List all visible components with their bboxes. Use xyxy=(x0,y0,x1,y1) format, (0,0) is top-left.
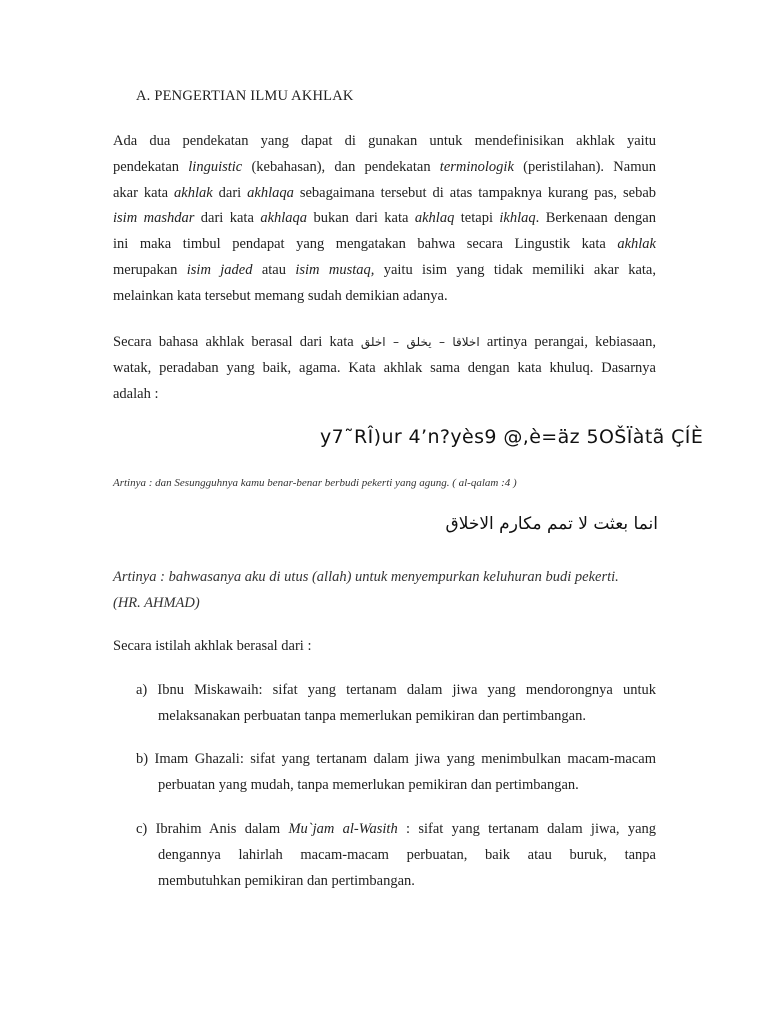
section-heading: A. PENGERTIAN ILMU AKHLAK xyxy=(136,88,354,104)
arabic-inline-word: اخلاقا – يخلق – اخلق xyxy=(360,335,480,349)
text-line: watak, peradaban yang baik, agama. Kata akhlak sama dengan kata khuluq. Dasarnya xyxy=(113,359,656,376)
text-line: melaksanakan perbuatan tanpa memerlukan pemikiran dan pertimbangan. xyxy=(158,707,586,724)
text-line: Secara bahasa akhlak berasal dari kata اخلاقا – يخلق – اخلق artinya perangai, kebiasaan, xyxy=(113,334,656,350)
text-line: melainkan kata tersebut memang sudah demikian adanya. xyxy=(113,287,448,304)
text-line: Artinya : bahwasanya aku di utus (allah) untuk menyempurkan keluhuran budi pekerti. xyxy=(113,569,619,585)
text-line: dengannya lahirlah macam-macam perbuatan, baik atau buruk, tanpa xyxy=(158,846,656,863)
text-line: akar kata akhlak dari akhlaqa sebagaimana tersebut di atas tampaknya kurang pas, sebab xyxy=(113,184,656,201)
hadith-arabic: انما بعثت لا تمم مكارم الاخلاق xyxy=(445,514,658,534)
text-line: a) Ibnu Miskawaih: sifat yang tertanam dalam jiwa yang mendorongnya untuk xyxy=(136,682,656,698)
text-line: b) Imam Ghazali: sifat yang tertanam dalam jiwa yang menimbulkan macam-macam xyxy=(136,751,656,767)
text-line: ini maka timbul pendapat yang mengatakan bahwa secara Lingustik kata akhlak xyxy=(113,236,656,253)
istilah-intro xyxy=(113,634,656,660)
text-line: pendekatan linguistic (kebahasan), dan pendekatan terminologik (peristilahan). Namun xyxy=(113,158,656,175)
text-line: Ada dua pendekatan yang dapat di gunakan untuk mendefinisikan akhlak yaitu xyxy=(113,133,656,149)
text-line: Secara istilah akhlak berasal dari : xyxy=(113,638,312,654)
text-line: membutuhkan pemikiran dan pertimbangan. xyxy=(158,872,415,889)
text-line: adalah : xyxy=(113,385,159,402)
text-line: c) Ibrahim Anis dalam Mu`jam al-Wasith : sifat yang tertanam dalam jiwa, yang xyxy=(136,821,657,837)
list-item-miskawaih xyxy=(136,678,656,730)
paragraph-definition xyxy=(113,129,656,310)
text-line: perbuatan yang mudah, tanpa memerlukan pemikiran dan pertimbangan. xyxy=(158,776,579,793)
text-line: (HR. AHMAD) xyxy=(113,594,200,611)
hadith-translation xyxy=(113,565,619,617)
verse-translation: Artinya : dan Sesungguhnya kamu benar-benar berbudi pekerti yang agung. ( al-qalam :4 ) xyxy=(113,477,517,489)
list-item-ghazali xyxy=(136,747,656,799)
paragraph-bahasa xyxy=(113,330,656,407)
list-item-ibrahim-anis xyxy=(136,817,656,894)
quran-verse-garbled: y7˜RÎ)ur 4’n?yès9 @,è=äz 5OŠÏàtã ÇÍÈ xyxy=(320,426,704,448)
text-line: isim mashdar dari kata akhlaqa bukan dari kata akhlaq tetapi ikhlaq. Berkenaan dengan xyxy=(113,210,656,227)
text-line: merupakan isim jaded atau isim mustaq, yaitu isim yang tidak memiliki akar kata, xyxy=(113,261,656,278)
